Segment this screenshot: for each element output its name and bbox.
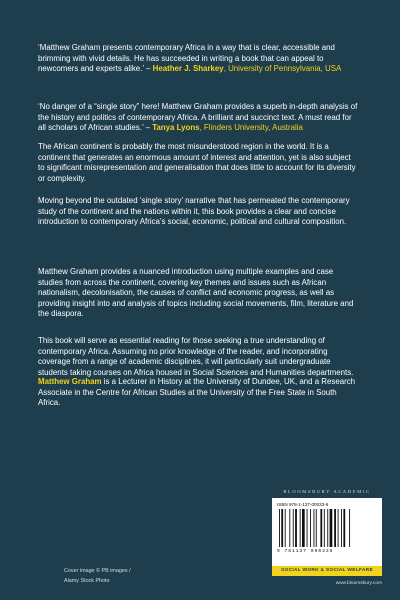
barcode-digits: 9 781137 000336	[277, 549, 334, 554]
description-paragraph-3: Matthew Graham provides a nuanced introduction using multiple examples and case studies from across the continent, covering key themes and issues such as African nationalism, decolonisation, the causes of conflict and economic progress, as well as providing insight into and analysis of topics including social movements, film, literature and the diaspora.	[38, 267, 354, 319]
quote-text: ‘Matthew Graham presents contemporary Africa in a way that is clear, accessible and brimming with vivid details. He has succeeded in writing a book that can appeal to newcomers and experts alike.’ –	[38, 43, 335, 74]
isbn-label: ISBN 978-1-137-00033-6	[277, 502, 329, 507]
cover-credit-line-1: Cover image © PB images /	[64, 568, 131, 574]
review-quote-2	[38, 102, 358, 134]
description-paragraph-2: Moving beyond the outdated ‘single story’ narrative that has permeated the contemporary study of the continent and the nations within it, this book provides a clear and concise introduction to contemporary Africa’s social, economic, political and cultural composition.	[38, 196, 350, 227]
barcode-icon	[277, 509, 377, 547]
review-quote-1	[38, 43, 358, 75]
quote-affiliation: , Flinders University, Australia	[199, 123, 303, 133]
description-paragraph-4: This book will serve as essential reading for those seeking a true understanding of contemporary Africa. Assuming no prior knowledge of the reader, and incorporating coverage from a range of academic disciplines, it will particularly suit undergraduate students taking courses on Africa housed in Social Sciences and Humanities departments.	[38, 336, 354, 377]
cover-credit-line-2: Alamy Stock Photo	[64, 578, 110, 584]
quote-author: Tanya Lyons	[152, 123, 200, 133]
description-paragraph-1: The African continent is probably the most misunderstood region in the world. It is a continent that generates an enormous amount of interest and attention, yet is also subject to significant misrepresentation and generalisation that does little to account for its diversity or complexity.	[38, 142, 356, 183]
barcode-panel	[272, 498, 382, 566]
category-band: SOCIAL WORK & SOCIAL WELFARE	[272, 566, 382, 576]
author-bio	[38, 377, 358, 409]
quote-text: ‘No danger of a “single story” here! Matthew Graham provides a superb in-depth analysis of the history and politics of contemporary Africa. A brilliant and succinct text. A must read for all scholars of African studies.’ –	[38, 102, 358, 133]
author-bio-text: is a Lecturer in History at the University of Dundee, UK, and a Research Associate in the Centre for African Studies at the University of the Free State in South Africa.	[38, 377, 356, 408]
author-name: Matthew Graham	[38, 377, 102, 386]
publisher-website: www.bloomsbury.com	[335, 581, 382, 586]
publisher-logo: BLOOMSBURY ACADEMIC	[283, 489, 371, 494]
quote-affiliation: , University of Pennsylvania, USA	[223, 64, 342, 74]
quote-author: Heather J. Sharkey	[152, 64, 224, 74]
